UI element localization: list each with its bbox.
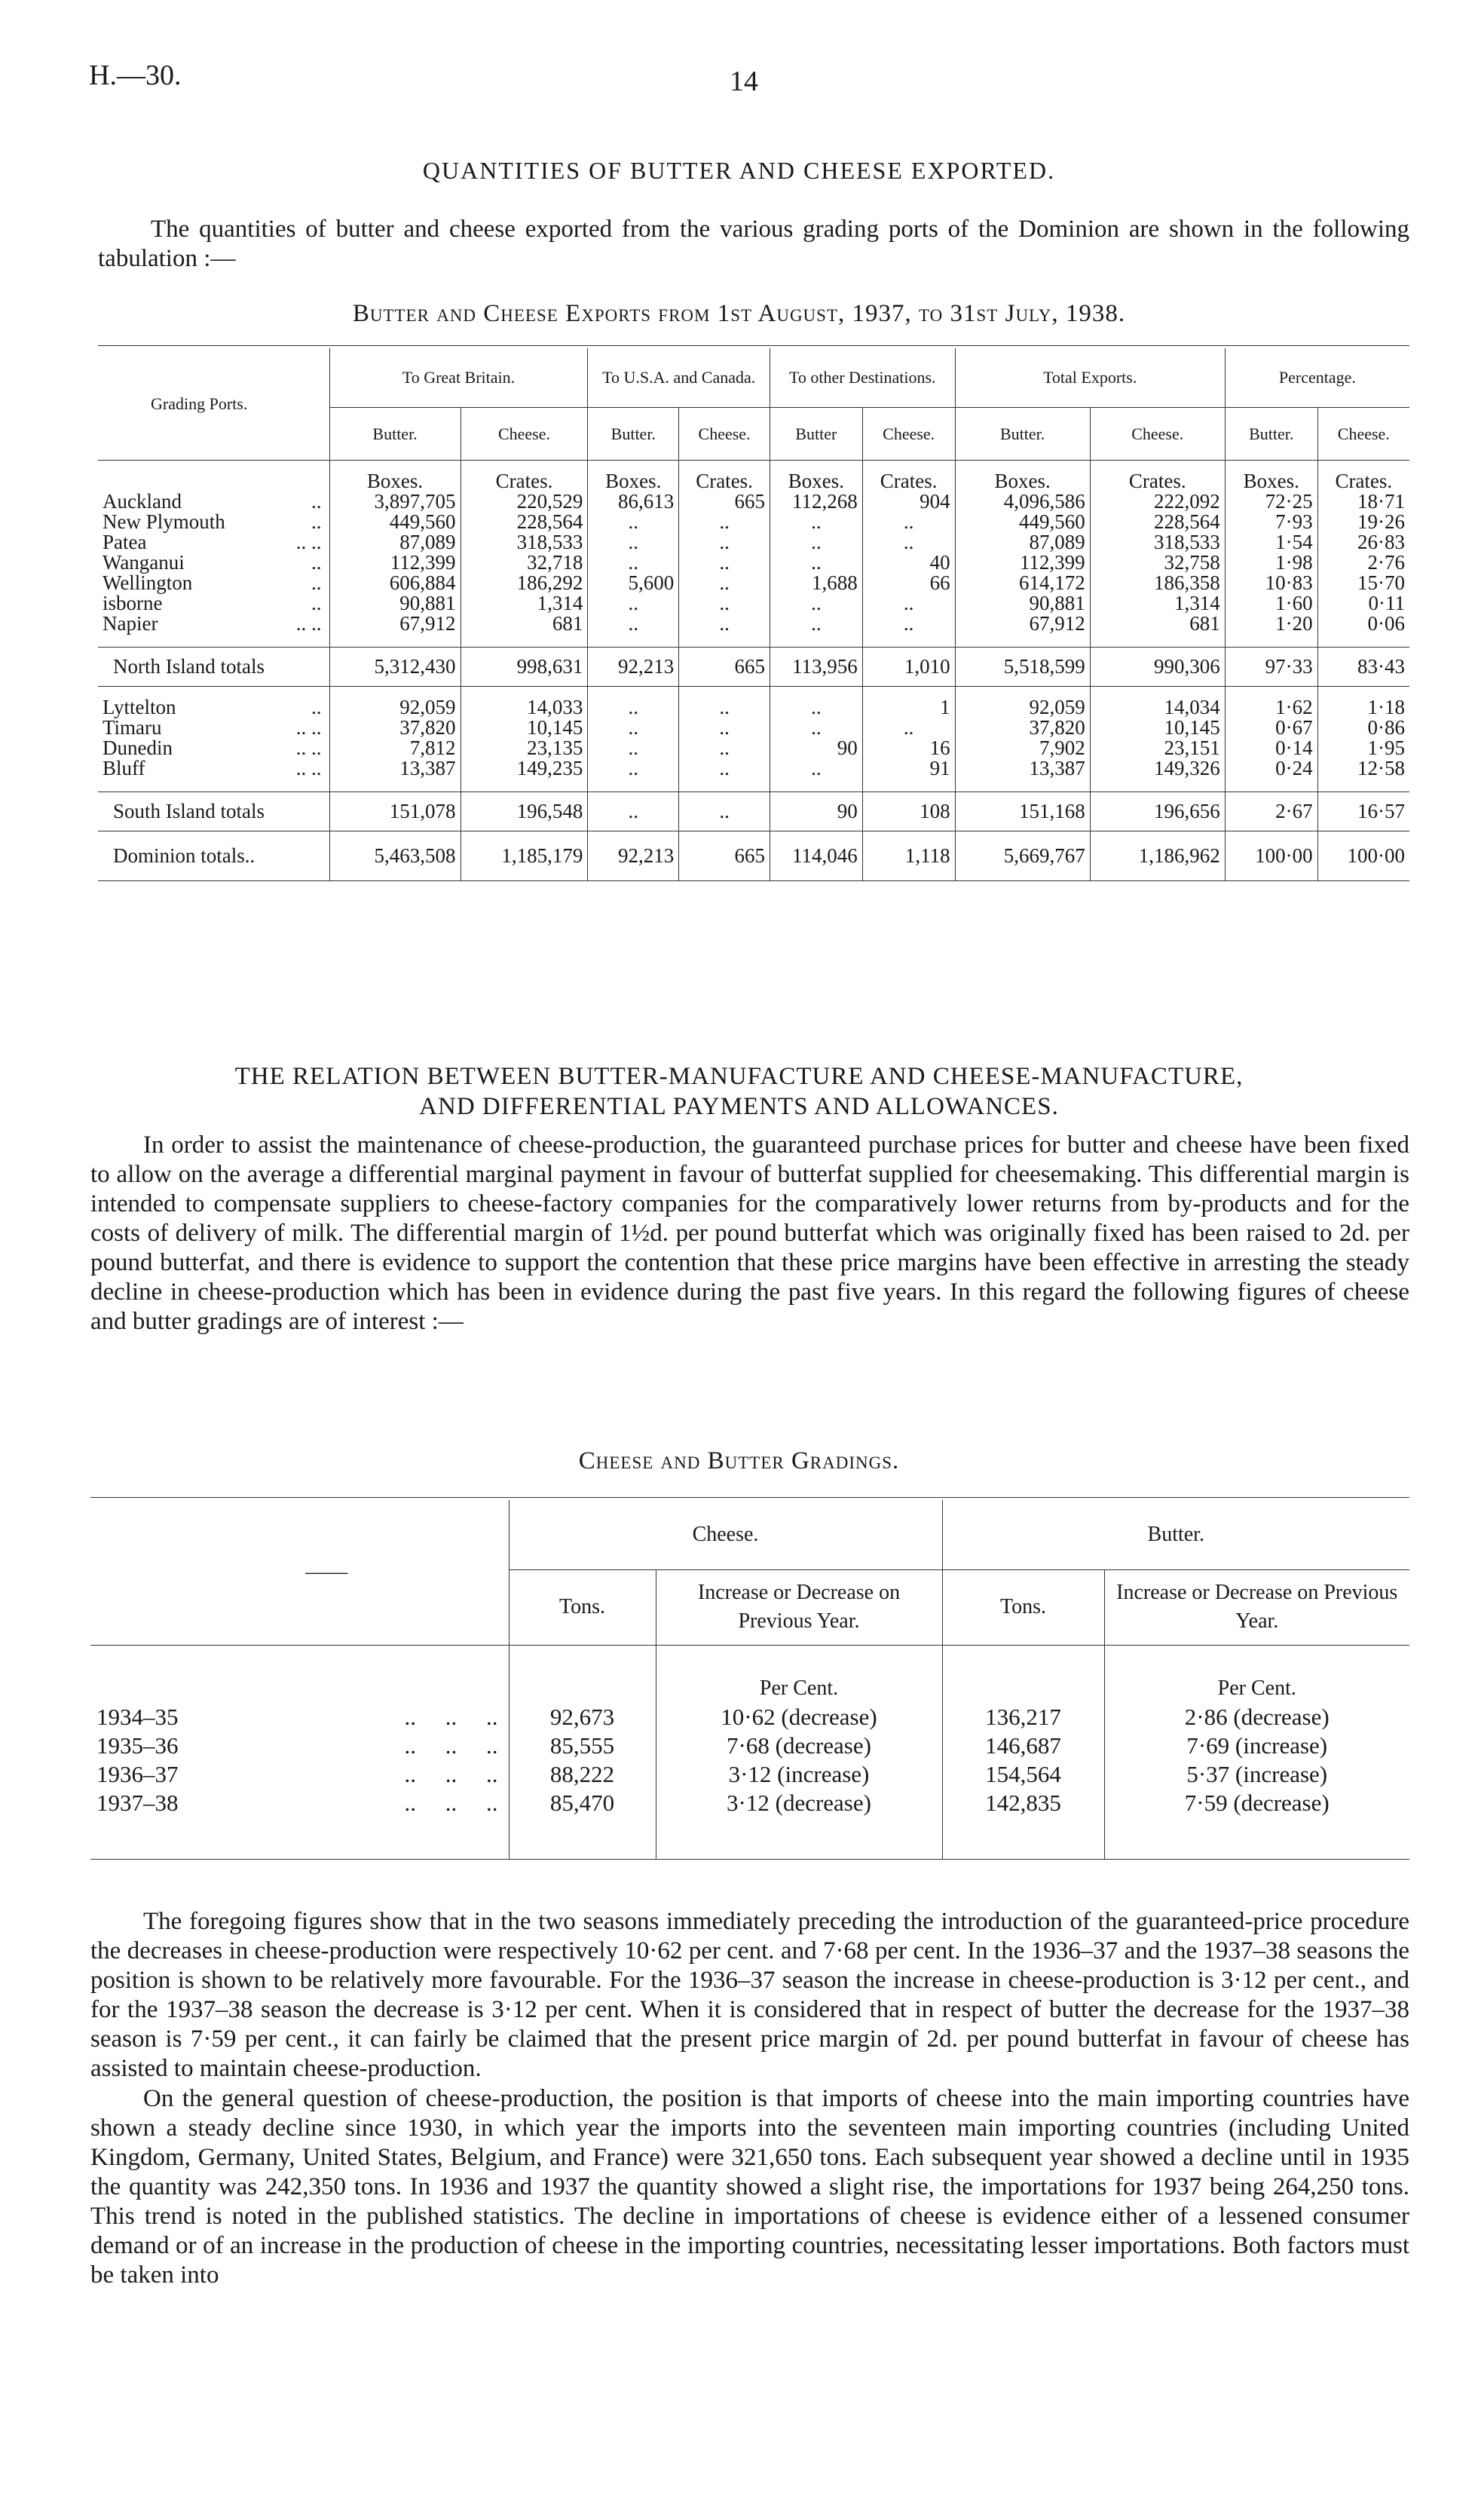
value-cell: ..: [770, 758, 862, 779]
port-name: isborne: [103, 591, 163, 614]
year-cell: [90, 1703, 509, 1732]
value-cell: 0·11: [1317, 593, 1409, 614]
subheader-butter: Butter.: [1225, 407, 1317, 460]
totals-label: South Island totals: [113, 800, 265, 822]
value-cell: 7·93: [1225, 512, 1317, 532]
value-cell: ..: [679, 758, 770, 779]
value-cell: 449,560: [955, 512, 1090, 532]
total-cell: 151,078: [329, 792, 461, 831]
port-cell: [98, 532, 329, 553]
exports-intro-paragraph: The quantities of butter and cheese exported from the various grading ports of the Dominion are shown in the following tabulation :—: [98, 216, 1409, 272]
port-cell: [98, 573, 329, 593]
value-cell: 72·25: [1225, 491, 1317, 512]
value-cell: 1,688: [770, 573, 862, 593]
table-row: [98, 593, 1409, 614]
gradings-header-cheese: Cheese.: [509, 1500, 942, 1569]
port-cell: [98, 512, 329, 532]
value-cell: ..: [770, 718, 862, 738]
value-cell: ..: [588, 738, 679, 758]
gradings-subheader-change: Increase or Decrease on Previous Year.: [656, 1569, 942, 1645]
total-cell: 151,168: [955, 792, 1090, 831]
unit-label: Crates.: [679, 460, 770, 491]
value-cell: 449,560: [329, 512, 461, 532]
table-row: [98, 512, 1409, 532]
unit-label: Crates.: [461, 460, 588, 491]
value-cell: 87,089: [329, 532, 461, 553]
value-cell: 19·26: [1317, 512, 1409, 532]
total-cell: 998,631: [461, 648, 588, 687]
leader-dots: .. ..: [295, 756, 322, 779]
value-cell: 92,059: [329, 697, 461, 718]
butter-tons: 142,835: [942, 1789, 1104, 1817]
subheader-cheese: Cheese.: [1317, 407, 1409, 460]
value-cell: 66: [862, 573, 955, 593]
value-cell: 1,314: [461, 593, 588, 614]
port-name: New Plymouth: [103, 510, 225, 533]
unit-label: Crates.: [1090, 460, 1225, 491]
spacer-cell: [509, 1645, 656, 1703]
total-cell: 114,046: [770, 831, 862, 881]
totals-label: North Island totals: [113, 655, 265, 678]
table-row: [90, 1760, 1409, 1789]
value-cell: 0·86: [1317, 718, 1409, 738]
value-cell: 1·54: [1225, 532, 1317, 553]
value-cell: 0·67: [1225, 718, 1317, 738]
total-cell: 108: [862, 792, 955, 831]
butter-change: 5·37 (increase): [1104, 1760, 1409, 1789]
gradings-table-body: [90, 1645, 1409, 1860]
value-cell: ..: [679, 532, 770, 553]
value-cell: 7,902: [955, 738, 1090, 758]
total-cell: ..: [679, 792, 770, 831]
value-cell: 0·24: [1225, 758, 1317, 779]
value-cell: 5,600: [588, 573, 679, 593]
header-percentage: Percentage.: [1225, 348, 1409, 407]
section-title-relation-line2: AND DIFFERENTIAL PAYMENTS AND ALLOWANCES.: [419, 1093, 1059, 1120]
port-name: Napier: [103, 611, 158, 635]
cheese-change: 3·12 (decrease): [656, 1789, 942, 1817]
value-cell: 13,387: [955, 758, 1090, 779]
value-cell: 228,564: [461, 512, 588, 532]
port-cell: [98, 697, 329, 718]
year-label: 1935–36: [96, 1732, 179, 1759]
value-cell: ..: [679, 593, 770, 614]
total-cell: 196,656: [1090, 792, 1225, 831]
total-cell: 1,185,179: [461, 831, 588, 881]
table-row: [98, 553, 1409, 573]
value-cell: ..: [770, 512, 862, 532]
subheader-butter: Butter.: [329, 407, 461, 460]
leader-dots: ..: [311, 695, 322, 718]
value-cell: 23,135: [461, 738, 588, 758]
value-cell: 23,151: [1090, 738, 1225, 758]
totals-row: [98, 831, 1409, 881]
total-cell: 5,463,508: [329, 831, 461, 881]
value-cell: 1·18: [1317, 697, 1409, 718]
header-to-usa-canada: To U.S.A. and Canada.: [588, 348, 770, 407]
table-row: [98, 614, 1409, 634]
port-cell: [98, 611, 329, 635]
table-row: [98, 738, 1409, 758]
total-cell: ..: [588, 792, 679, 831]
value-cell: ..: [588, 553, 679, 573]
unit-label: Boxes.: [1225, 460, 1317, 491]
port-cell: [98, 758, 329, 779]
table-top-rule: [98, 345, 1409, 346]
value-cell: 228,564: [1090, 512, 1225, 532]
value-cell: 1·95: [1317, 738, 1409, 758]
value-cell: 0·14: [1225, 738, 1317, 758]
table-row: [98, 491, 1409, 512]
leader-dots: .. ..: [295, 611, 322, 635]
total-cell: 1,118: [862, 831, 955, 881]
relation-paragraph: In order to assist the maintenance of cheese-production, the guaranteed purchase prices for butter and cheese have been fixed to allow on the average a differential marginal payment in favour of butterfat supplied for cheesemaking. This differential margin is intended to compensate suppliers to cheese-factory companies for the comparatively lower returns from by-products and for the costs of delivery of milk. The differential margin of 1½d. per pound butterfat which was originally fixed has been raised to 2d. per pound butterfat, and there is evidence to support the contention that these price margins have been effective in arresting the steady decline in cheese-production which has been in evidence during the past five years. In this regard the following figures of cheese and butter gradings are of interest :—: [90, 1131, 1409, 1335]
value-cell: 90,881: [955, 593, 1090, 614]
total-cell: 92,213: [588, 648, 679, 687]
year-label: 1934–35: [96, 1703, 179, 1730]
value-cell: 149,235: [461, 758, 588, 779]
percent-label-row: [90, 1645, 1409, 1703]
gradings-subheader-tons: Tons.: [942, 1569, 1104, 1645]
section-title-relation-line1: THE RELATION BETWEEN BUTTER-MANUFACTURE AND CHEESE-MANUFACTURE,: [234, 1063, 1244, 1090]
value-cell: ..: [588, 697, 679, 718]
totals-row: [98, 792, 1409, 831]
header-total-exports: Total Exports.: [955, 348, 1225, 407]
value-cell: 14,033: [461, 697, 588, 718]
value-cell: 1·20: [1225, 614, 1317, 634]
total-cell: 665: [679, 831, 770, 881]
value-cell: 149,326: [1090, 758, 1225, 779]
value-cell: 67,912: [955, 614, 1090, 634]
total-cell: 990,306: [1090, 648, 1225, 687]
value-cell: ..: [862, 593, 955, 614]
leader-dots: .. ..: [295, 736, 322, 759]
value-cell: 90: [770, 738, 862, 758]
year-cell: [90, 1732, 509, 1760]
table-row: [90, 1789, 1409, 1817]
analysis-paragraph-1: The foregoing figures show that in the two seasons immediately preceding the introduction of the guaranteed-price procedure the decreases in cheese-production were respectively 10·62 per cent. and 7·68 per cent. In the 1936–37 and the 1937–38 seasons the position is shown to be relatively more favourable. For the 1936–37 season the increase in cheese-production is 3·12 per cent., and for the 1937–38 season the decrease is 3·12 per cent. When it is considered that in respect of butter the decrease for the 1937–38 season is 7·59 per cent., it can fairly be claimed that the present price margin of 2d. per pound butterfat in favour of cheese has assisted to maintain cheese-production.: [90, 1908, 1409, 2082]
port-name: Bluff: [103, 756, 145, 779]
port-cell: [98, 491, 329, 512]
value-cell: ..: [679, 738, 770, 758]
value-cell: 614,172: [955, 573, 1090, 593]
year-label: 1937–38: [96, 1789, 179, 1816]
table-row: [98, 532, 1409, 553]
subheader-butter: Butter: [770, 407, 862, 460]
year-cell: [90, 1760, 509, 1789]
value-cell: 10,145: [1090, 718, 1225, 738]
value-cell: 318,533: [461, 532, 588, 553]
value-cell: ..: [862, 512, 955, 532]
cheese-tons: 92,673: [509, 1703, 656, 1732]
value-cell: ..: [862, 614, 955, 634]
unit-label: Boxes.: [329, 460, 461, 491]
unit-label: Crates.: [862, 460, 955, 491]
port-cell: [98, 593, 329, 614]
port-cell: [98, 715, 329, 739]
value-cell: ..: [862, 532, 955, 553]
value-cell: 318,533: [1090, 532, 1225, 553]
subheader-butter: Butter.: [955, 407, 1090, 460]
exports-table: [98, 348, 1409, 881]
value-cell: 222,092: [1090, 491, 1225, 512]
value-cell: ..: [588, 512, 679, 532]
value-cell: 32,758: [1090, 553, 1225, 573]
value-cell: ..: [770, 532, 862, 553]
value-cell: 904: [862, 491, 955, 512]
value-cell: ..: [679, 697, 770, 718]
total-cell: 113,956: [770, 648, 862, 687]
subheader-cheese: Cheese.: [862, 407, 955, 460]
port-name: Timaru: [103, 715, 162, 739]
port-name: Wanganui: [103, 550, 185, 574]
cheese-tons: 85,555: [509, 1732, 656, 1760]
total-cell: 5,669,767: [955, 831, 1090, 881]
value-cell: 186,292: [461, 573, 588, 593]
leader-dots: ..: [311, 571, 322, 594]
value-cell: 26·83: [1317, 532, 1409, 553]
leader-dots: .. ..: [295, 715, 322, 739]
value-cell: 13,387: [329, 758, 461, 779]
gradings-table: [90, 1500, 1409, 1860]
value-cell: 112,268: [770, 491, 862, 512]
value-cell: 15·70: [1317, 573, 1409, 593]
table-row: [98, 758, 1409, 779]
value-cell: 40: [862, 553, 955, 573]
total-cell: 97·33: [1225, 648, 1317, 687]
document-reference: H.—30.: [89, 60, 182, 91]
value-cell: 37,820: [955, 718, 1090, 738]
port-name: Lyttelton: [103, 695, 176, 718]
total-cell: 83·43: [1317, 648, 1409, 687]
gradings-header-butter: Butter.: [942, 1500, 1409, 1569]
total-cell: 90: [770, 792, 862, 831]
value-cell: 91: [862, 758, 955, 779]
per-cent-label: Per Cent.: [1104, 1645, 1409, 1703]
spacer-cell: [942, 1645, 1104, 1703]
year-cell: [90, 1789, 509, 1817]
gradings-subheader-tons: Tons.: [509, 1569, 656, 1645]
units-row: [98, 460, 1409, 491]
year-label: 1936–37: [96, 1760, 179, 1787]
header-grading-ports: Grading Ports.: [151, 394, 248, 414]
leader-dots: .. .. ..: [404, 1760, 498, 1787]
total-cell: 1,186,962: [1090, 831, 1225, 881]
butter-change: 7·69 (increase): [1104, 1732, 1409, 1760]
port-name: Auckland: [103, 489, 182, 513]
value-cell: 10,145: [461, 718, 588, 738]
value-cell: 7,812: [329, 738, 461, 758]
value-cell: 90,881: [329, 593, 461, 614]
total-cell: 100·00: [1225, 831, 1317, 881]
gradings-subheader-change: Increase or Decrease on Previous Year.: [1104, 1569, 1409, 1645]
table-row: [98, 718, 1409, 738]
table-top-rule: [90, 1497, 1409, 1498]
value-cell: 0·06: [1317, 614, 1409, 634]
port-cell: [98, 550, 329, 574]
value-cell: ..: [588, 593, 679, 614]
total-cell: 1,010: [862, 648, 955, 687]
value-cell: 86,613: [588, 491, 679, 512]
totals-row: [98, 648, 1409, 687]
table-row: [90, 1732, 1409, 1760]
cheese-tons: 85,470: [509, 1789, 656, 1817]
value-cell: 1,314: [1090, 593, 1225, 614]
value-cell: ..: [679, 718, 770, 738]
butter-change: 7·59 (decrease): [1104, 1789, 1409, 1817]
total-cell: 665: [679, 648, 770, 687]
cheese-change: 7·68 (decrease): [656, 1732, 942, 1760]
value-cell: 220,529: [461, 491, 588, 512]
value-cell: ..: [679, 512, 770, 532]
value-cell: 112,399: [955, 553, 1090, 573]
value-cell: 87,089: [955, 532, 1090, 553]
value-cell: ..: [588, 614, 679, 634]
value-cell: 1·60: [1225, 593, 1317, 614]
value-cell: 18·71: [1317, 491, 1409, 512]
subheader-butter: Butter.: [588, 407, 679, 460]
total-cell: 92,213: [588, 831, 679, 881]
value-cell: ..: [770, 614, 862, 634]
leader-dots: .. ..: [295, 530, 322, 553]
port-name: Wellington: [103, 571, 193, 594]
value-cell: ..: [770, 593, 862, 614]
value-cell: ..: [770, 553, 862, 573]
value-cell: ..: [588, 532, 679, 553]
value-cell: 606,884: [329, 573, 461, 593]
value-cell: 10·83: [1225, 573, 1317, 593]
gradings-table-caption: Cheese and Butter Gradings.: [578, 1447, 900, 1474]
totals-label: Dominion totals..: [113, 844, 256, 867]
exports-table-caption: Butter and Cheese Exports from 1st August, 1937, to 31st July, 1938.: [352, 300, 1126, 327]
value-cell: ..: [588, 718, 679, 738]
value-cell: ..: [679, 573, 770, 593]
page-number: 14: [730, 66, 758, 97]
unit-label: Boxes.: [955, 460, 1090, 491]
value-cell: ..: [588, 758, 679, 779]
analysis-paragraph-2: On the general question of cheese-production, the position is that imports of cheese into the main importing countries have shown a steady decline since 1930, in which year the imports into the seventeen main importing countries (including United Kingdom, Germany, United States, Belgium, and France) were 321,650 tons. Each subsequent year showed a decline until in 1935 the quantity was 242,350 tons. In 1936 and 1937 the quantity showed a slight rise, the importations for 1937 being 264,250 tons. This trend is noted in the published statistics. The decline in importations of cheese is evidence either of a lessened consumer demand or of an increase in the production of cheese in the importing countries, necessitating lesser importations. Both factors must be taken into: [90, 2085, 1409, 2289]
total-cell: 16·57: [1317, 792, 1409, 831]
header-to-great-britain: To Great Britain.: [329, 348, 588, 407]
header-to-other-destinations: To other Destinations.: [770, 348, 955, 407]
leader-dots: ..: [311, 510, 322, 533]
total-cell: 5,312,430: [329, 648, 461, 687]
subheader-cheese: Cheese.: [1090, 407, 1225, 460]
value-cell: 37,820: [329, 718, 461, 738]
section-title-exports: QUANTITIES OF BUTTER AND CHEESE EXPORTED.: [422, 157, 1056, 184]
port-name: Dunedin: [103, 736, 173, 759]
unit-label: Boxes.: [588, 460, 679, 491]
port-name: Patea: [103, 530, 147, 553]
leader-dots: ..: [311, 489, 322, 513]
cheese-change: 10·62 (decrease): [656, 1703, 942, 1732]
butter-change: 2·86 (decrease): [1104, 1703, 1409, 1732]
gradings-stub-header: ——: [305, 1560, 348, 1584]
value-cell: 1·98: [1225, 553, 1317, 573]
butter-tons: 136,217: [942, 1703, 1104, 1732]
cheese-change: 3·12 (increase): [656, 1760, 942, 1789]
value-cell: 4,096,586: [955, 491, 1090, 512]
value-cell: 681: [461, 614, 588, 634]
leader-dots: .. .. ..: [404, 1789, 498, 1816]
leader-dots: .. .. ..: [404, 1732, 498, 1759]
port-cell: [98, 738, 329, 758]
value-cell: 186,358: [1090, 573, 1225, 593]
units-stub: [98, 460, 329, 491]
value-cell: ..: [770, 697, 862, 718]
total-cell: 100·00: [1317, 831, 1409, 881]
unit-label: Crates.: [1317, 460, 1409, 491]
cheese-tons: 88,222: [509, 1760, 656, 1789]
leader-dots: .. .. ..: [404, 1703, 498, 1730]
table-row: [98, 573, 1409, 593]
subheader-cheese: Cheese.: [679, 407, 770, 460]
value-cell: 2·76: [1317, 553, 1409, 573]
butter-tons: 154,564: [942, 1760, 1104, 1789]
value-cell: 1: [862, 697, 955, 718]
table-row: [90, 1703, 1409, 1732]
leader-dots: ..: [311, 591, 322, 614]
value-cell: 92,059: [955, 697, 1090, 718]
stub-cell: [90, 1645, 509, 1703]
butter-tons: 146,687: [942, 1732, 1104, 1760]
value-cell: 1·62: [1225, 697, 1317, 718]
total-cell: 2·67: [1225, 792, 1317, 831]
value-cell: ..: [679, 614, 770, 634]
leader-dots: ..: [311, 550, 322, 574]
per-cent-label: Per Cent.: [656, 1645, 942, 1703]
value-cell: 665: [679, 491, 770, 512]
value-cell: 112,399: [329, 553, 461, 573]
subheader-cheese: Cheese.: [461, 407, 588, 460]
exports-table-body: [98, 460, 1409, 881]
total-cell: 196,548: [461, 792, 588, 831]
value-cell: 3,897,705: [329, 491, 461, 512]
total-cell: 5,518,599: [955, 648, 1090, 687]
value-cell: 681: [1090, 614, 1225, 634]
value-cell: ..: [679, 553, 770, 573]
unit-label: Boxes.: [770, 460, 862, 491]
value-cell: 16: [862, 738, 955, 758]
value-cell: ..: [862, 718, 955, 738]
value-cell: 67,912: [329, 614, 461, 634]
value-cell: 14,034: [1090, 697, 1225, 718]
value-cell: 12·58: [1317, 758, 1409, 779]
table-row: [98, 697, 1409, 718]
value-cell: 32,718: [461, 553, 588, 573]
